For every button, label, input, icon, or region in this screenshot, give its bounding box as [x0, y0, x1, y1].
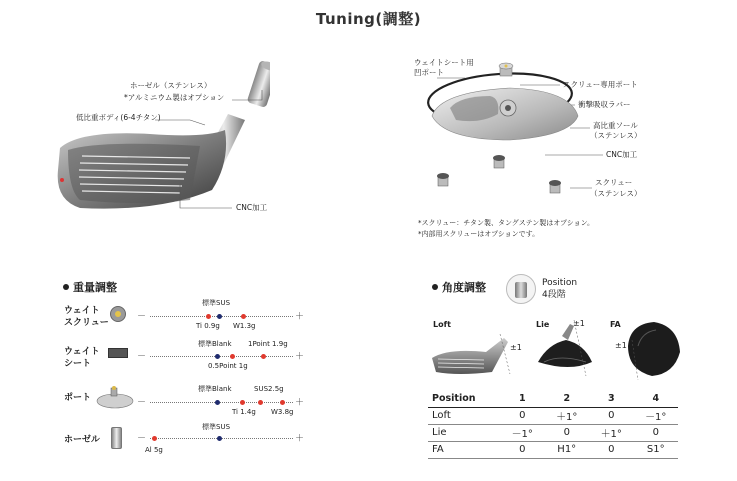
club-head-illustration — [40, 50, 270, 220]
row-1-marker-w — [241, 314, 246, 319]
page-title: Tuning(調整) — [315, 10, 422, 28]
row-3-plus: ＋ — [295, 398, 305, 408]
row-3-mark-w: W3.8g — [271, 408, 294, 416]
weight-screw-icon — [110, 306, 126, 322]
weight-row-2-label-1: ウェイト — [64, 347, 100, 357]
position-steps: 4段階 — [542, 290, 566, 300]
angle-heading-text: 角度調整 — [442, 281, 486, 294]
row-3-minus: － — [137, 398, 147, 408]
table-header-cell: 4 — [652, 392, 660, 404]
row-1-standard: 標準SUS — [202, 299, 231, 307]
row-2-mark-halfpoint: 0.5Point 1g — [208, 362, 248, 370]
row-4-standard: 標準SUS — [202, 423, 231, 431]
table-cell: 0 — [563, 427, 570, 438]
weight-seat-icon — [108, 348, 128, 358]
weight-seat-port-label-1: ウェイトシート用 — [414, 58, 474, 67]
angle-heading — [432, 279, 486, 295]
row-3-mark-ti: Ti 1.4g — [232, 408, 256, 416]
row-2-mark-1point: 1Point 1.9g — [248, 340, 288, 348]
row-1-marker-ti — [206, 314, 211, 319]
row-2-marker-half — [230, 354, 235, 359]
table-cell: 0 — [652, 427, 659, 438]
row-2-plus: ＋ — [295, 352, 305, 362]
table-cell: ＋1° — [556, 412, 578, 423]
row-3-standard-marker — [215, 400, 220, 405]
table-header-cell: 1 — [518, 392, 526, 404]
row-3-marker-w — [280, 400, 285, 405]
position-sleeve-icon — [506, 274, 536, 304]
weight-row-1-label-2: スクリュー — [64, 318, 109, 328]
table-row — [428, 424, 678, 441]
top-screw — [499, 63, 513, 76]
row-4-mark-al: Al 5g — [145, 446, 163, 454]
position-label: Position — [542, 278, 578, 288]
table-header-cell: Position — [432, 392, 476, 404]
table-cell: 0 — [519, 444, 526, 455]
screw-3 — [549, 180, 561, 193]
table-cell: FA — [432, 444, 444, 455]
screw-label-2: （ステンレス） — [590, 189, 642, 198]
row-4-marker-al — [152, 436, 157, 441]
table-header-row — [428, 390, 678, 407]
rubber-label: 衝撃吸収ラバー — [578, 100, 631, 109]
table-cell: 0 — [519, 410, 526, 421]
table-cell: 0 — [608, 444, 615, 455]
hosel-note: *アルミニウム製はオプション — [124, 93, 225, 102]
row-2-scale — [150, 356, 293, 357]
weight-seat-port-label-2: 凹ポート — [414, 68, 444, 77]
sole-label-2: （ステンレス） — [590, 131, 642, 140]
table-cell: ＋1° — [600, 429, 622, 440]
note-2: *内部用スクリューはオプションです。 — [418, 230, 540, 238]
cnc-label-left: CNC加工 — [236, 203, 268, 212]
row-1-mark-w: W1.3g — [233, 322, 256, 330]
screw-2 — [493, 155, 505, 168]
loft-pm: ±1 — [510, 343, 522, 352]
row-3-standard: 標準Blank — [198, 385, 232, 393]
table-header-cell: 3 — [607, 392, 615, 404]
table-cell: 0 — [608, 410, 615, 421]
cnc-label-right: CNC加工 — [606, 150, 638, 159]
row-3-scale — [150, 402, 293, 403]
port-icon — [95, 386, 135, 410]
row-3-marker-sus — [258, 400, 263, 405]
table-row — [428, 407, 678, 424]
fa-caption: FA — [610, 320, 621, 329]
weight-row-4-label: ホーゼル — [64, 435, 100, 445]
loft-caption: Loft — [433, 320, 451, 329]
weight-row-2-label-2: シート — [64, 359, 92, 369]
fa-illustration — [618, 316, 688, 382]
body-label: 低比重ボディ(6-4チタン) — [76, 113, 161, 122]
loft-illustration — [428, 330, 514, 380]
row-4-minus: － — [137, 434, 147, 444]
table-row — [428, 441, 678, 458]
row-1-mark-ti: Ti 0.9g — [196, 322, 220, 330]
row-2-standard-marker — [215, 354, 220, 359]
row-1-minus: － — [137, 312, 147, 322]
row-3-mark-sus: SUS2.5g — [254, 385, 284, 393]
bullet-icon — [432, 284, 438, 290]
weight-row-1-label-1: ウェイト — [64, 306, 100, 316]
screw-label-1: スクリュー — [595, 178, 633, 187]
table-cell: －1° — [511, 429, 533, 440]
lie-pm: ±1 — [573, 319, 585, 328]
row-4-standard-marker — [217, 436, 222, 441]
note-1: *スクリュー：チタン製、タングステン製はオプション。 — [418, 219, 595, 227]
row-2-minus: － — [137, 352, 147, 362]
hosel-part — [247, 60, 270, 108]
lie-caption: Lie — [536, 320, 550, 329]
table-cell: Loft — [432, 410, 451, 421]
screw-1 — [437, 173, 449, 186]
lie-illustration — [530, 318, 600, 378]
hosel-label: ホーゼル（ステンレス） — [130, 81, 212, 90]
row-2-marker-one — [261, 354, 266, 359]
screw-port-label: スクリュー専用ポート — [563, 80, 638, 89]
row-2-standard: 標準Blank — [198, 340, 232, 348]
row-3-marker-ti — [240, 400, 245, 405]
fa-pm: ±1 — [615, 341, 627, 350]
weight-heading — [63, 279, 117, 295]
table-header-cell: 2 — [563, 392, 571, 404]
table-cell: Lie — [432, 427, 447, 438]
sole-label-1: 高比重ソール — [593, 121, 638, 130]
table-cell: －1° — [645, 412, 667, 423]
weight-heading-text: 重量調整 — [73, 281, 117, 294]
hosel-icon — [111, 427, 122, 449]
table-cell: S1° — [646, 444, 665, 455]
row-1-plus: ＋ — [295, 312, 305, 322]
bullet-icon — [63, 284, 69, 290]
position-table — [428, 390, 678, 459]
table-cell: H1° — [557, 444, 577, 455]
row-4-plus: ＋ — [295, 434, 305, 444]
row-1-standard-marker — [217, 314, 222, 319]
weight-row-3-label: ポート — [64, 393, 92, 403]
